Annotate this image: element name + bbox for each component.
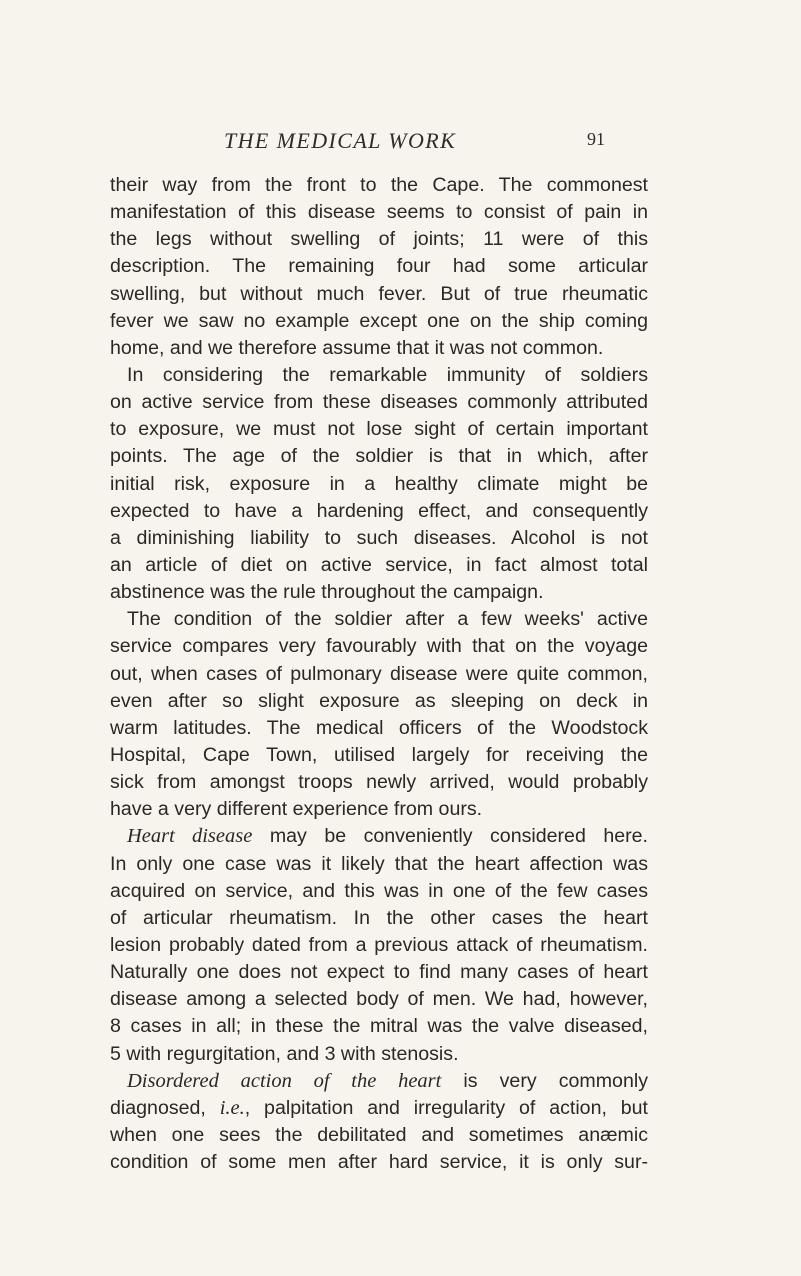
body-text bbox=[110, 172, 648, 1176]
text-line: even after so slight exposure as sleeping on deck in bbox=[110, 689, 648, 712]
text-line: 8 cases in all; in these the mitral was the valve diseased, bbox=[110, 1015, 648, 1038]
paragraph-start-line: The condition of the soldier after a few weeks' active bbox=[127, 608, 648, 631]
text-line: to exposure, we must not lose sight of certain important bbox=[110, 418, 648, 441]
text-line: expected to have a hardening effect, and consequently bbox=[110, 499, 648, 522]
text-line: description. The remaining four had some articular bbox=[110, 255, 648, 278]
text-line: warm latitudes. The medical officers of the Woodstock bbox=[110, 716, 648, 739]
text-line bbox=[110, 1095, 648, 1122]
text-line: of articular rheumatism. In the other cases the heart bbox=[110, 906, 648, 929]
text-line: Naturally one does not expect to find many cases of heart bbox=[110, 961, 648, 984]
text-line: sick from amongst troops newly arrived, would probably bbox=[110, 771, 648, 794]
text-line: the legs without swelling of joints; 11 were of this bbox=[110, 228, 648, 251]
text-line: a diminishing liability to such diseases. Alcohol is not bbox=[110, 526, 648, 549]
paragraph-start-line bbox=[110, 823, 648, 850]
italic-term-disordered-action: Disordered action of the heart bbox=[127, 1069, 442, 1092]
text-line: Hospital, Cape Town, utilised largely for receiving the bbox=[110, 743, 648, 766]
text-line: manifestation of this disease seems to consist of pain in bbox=[110, 201, 648, 224]
text-line: lesion probably dated from a previous attack of rheumatism. bbox=[110, 933, 648, 956]
page-number: 91 bbox=[587, 129, 605, 149]
text-line: In only one case was it likely that the heart affection was bbox=[110, 852, 648, 875]
italic-term-ie: i.e. bbox=[219, 1096, 245, 1119]
text-run: diagnosed, bbox=[110, 1096, 220, 1119]
text-line: initial risk, exposure in a healthy climate might be bbox=[110, 472, 648, 495]
paragraph-start-line: In considering the remarkable immunity of soldiers bbox=[127, 363, 648, 386]
text-line: condition of some men after hard service, it is only sur- bbox=[110, 1151, 648, 1174]
text-run: may be conveniently considered here. bbox=[252, 825, 648, 848]
text-run: , palpitation and irregularity of action, but bbox=[244, 1096, 648, 1119]
running-head bbox=[0, 128, 801, 158]
text-line: home, and we therefore assume that it was not common. bbox=[110, 336, 604, 359]
text-line: 5 with regurgitation, and 3 with stenosis. bbox=[110, 1042, 459, 1065]
text-line: when one sees the debilitated and sometimes anæmic bbox=[110, 1123, 648, 1146]
text-line: on active service from these diseases commonly attributed bbox=[110, 391, 648, 414]
paragraph-start-line bbox=[110, 1068, 648, 1095]
text-line: points. The age of the soldier is that in which, after bbox=[110, 445, 648, 468]
text-line: abstinence was the rule throughout the campaign. bbox=[110, 581, 544, 604]
text-line: service compares very favourably with that on the voyage bbox=[110, 635, 648, 658]
text-line: acquired on service, and this was in one of the few cases bbox=[110, 879, 648, 902]
text-line: disease among a selected body of men. We had, however, bbox=[110, 988, 648, 1011]
page-header-title: THE MEDICAL WORK bbox=[224, 128, 457, 153]
text-line: swelling, but without much fever. But of true rheumatic bbox=[110, 282, 648, 305]
text-line: out, when cases of pulmonary disease were quite common, bbox=[110, 662, 648, 685]
text-line: have a very different experience from ours. bbox=[110, 798, 483, 821]
text-line: fever we saw no example except one on the ship coming bbox=[110, 309, 648, 332]
text-line: their way from the front to the Cape. The commonest bbox=[110, 174, 648, 196]
text-run: is very commonly bbox=[441, 1069, 648, 1092]
italic-term-heart-disease: Heart disease bbox=[127, 825, 253, 848]
text-line: an article of diet on active service, in fact almost total bbox=[110, 553, 648, 576]
